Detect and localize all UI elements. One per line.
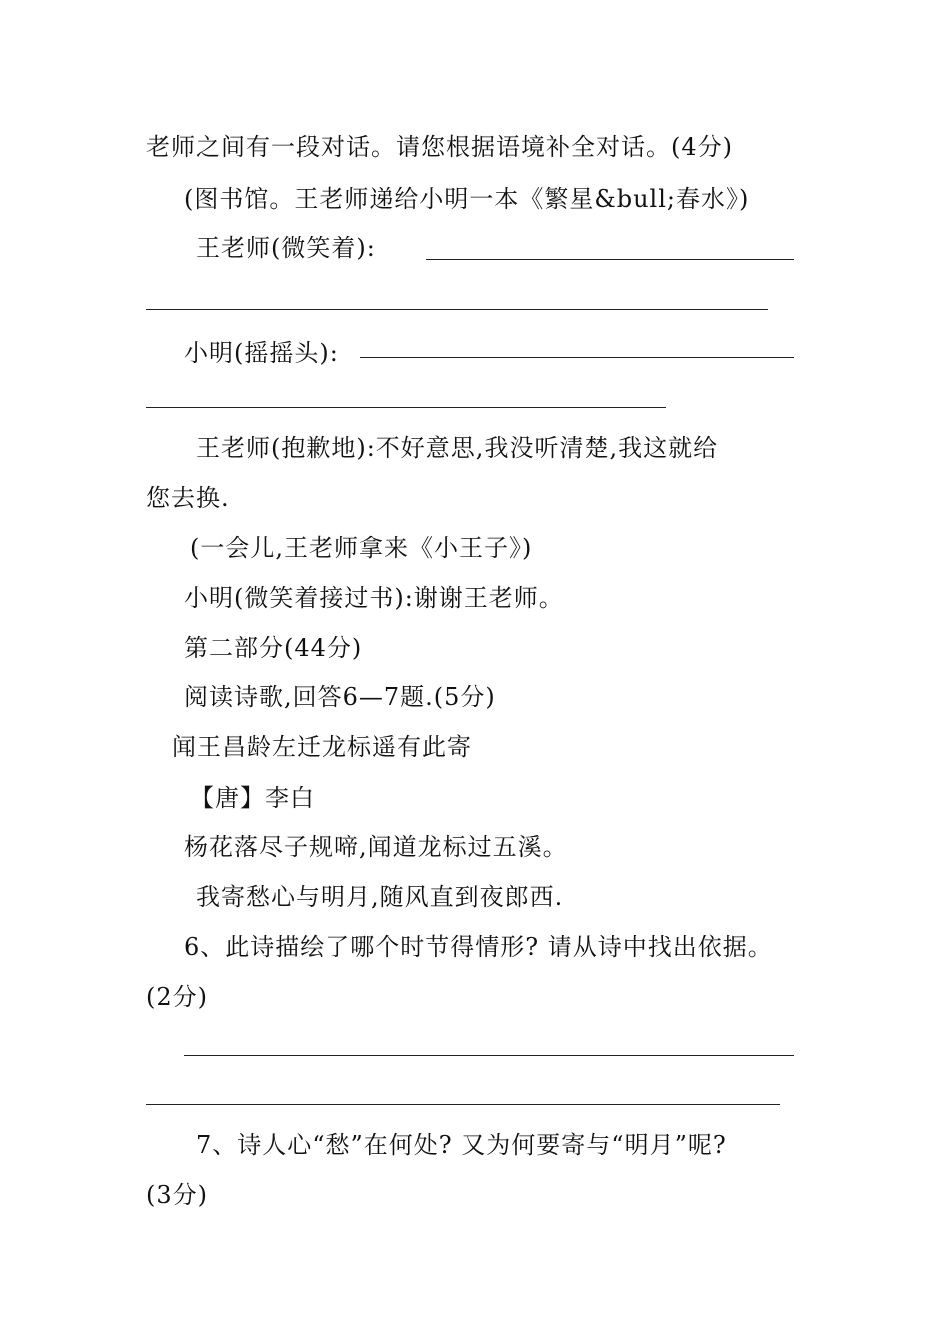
poem-line: 杨花落尽子规啼,闻道龙标过五溪。 (184, 833, 568, 861)
question-6: 6、此诗描绘了哪个时节得情形? 请从诗中找出依据。 (184, 933, 773, 961)
teacher-smiling-label: 王老师(微笑着): (196, 234, 376, 262)
question-6-score: (2分) (146, 983, 208, 1011)
xiaoming-shaking-head-label: 小明(摇摇头): (184, 339, 339, 367)
answer-blank-line[interactable] (184, 1055, 794, 1056)
dialogue-intro-line: 老师之间有一段对话。请您根据语境补全对话。(4分) (146, 133, 733, 161)
answer-blank-line[interactable] (360, 357, 794, 358)
answer-blank-line[interactable] (426, 259, 794, 260)
question-7-score: (3分) (146, 1181, 208, 1209)
section-two-heading: 第二部分(44分) (184, 634, 363, 662)
teacher-apology-line-continued: 您去换. (146, 484, 230, 512)
poetry-instruction: 阅读诗歌,回答6—7题.(5分) (184, 683, 496, 711)
poem-title: 闻王昌龄左迁龙标遥有此寄 (172, 733, 472, 761)
answer-blank-line[interactable] (146, 309, 768, 310)
poem-line: 我寄愁心与明月,随风直到夜郎西. (196, 883, 564, 911)
xiaoming-thanks-line: 小明(微笑着接过书):谢谢王老师。 (184, 584, 564, 612)
answer-blank-line[interactable] (146, 1104, 780, 1105)
poem-author: 【唐】李白 (190, 784, 315, 812)
question-7: 7、诗人心“愁”在何处? 又为何要寄与“明月”呢? (196, 1131, 727, 1159)
stage-direction-library: (图书馆。王老师递给小明一本《繁星&bull;春水》) (184, 185, 750, 213)
answer-blank-line[interactable] (146, 407, 666, 408)
teacher-apology-line: 王老师(抱歉地):不好意思,我没听清楚,我这就给 (196, 434, 719, 462)
stage-direction-little-prince: (一会儿,王老师拿来《小王子》) (190, 534, 533, 562)
